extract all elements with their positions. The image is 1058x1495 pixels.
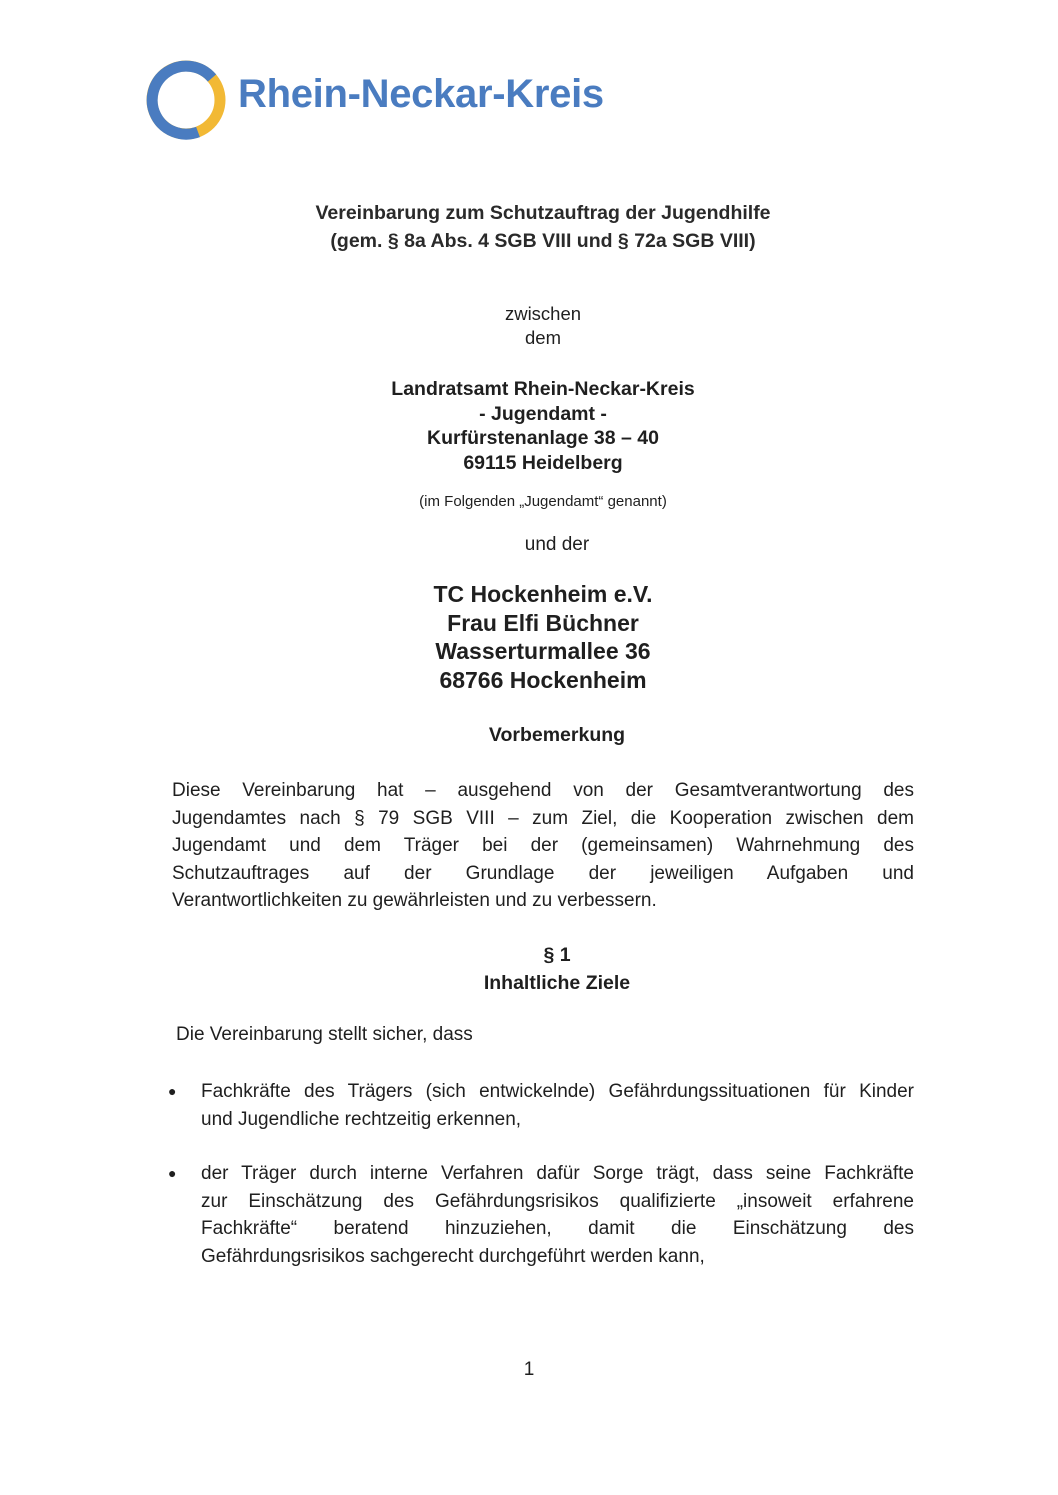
authority-line-4: 69115 Heidelberg [463,451,623,474]
list-item-line: der Träger durch interne Verfahren dafür Sorge trägt, dass seine Fachkräfte [201,1163,914,1184]
authority-line-1: Landratsamt Rhein-Neckar-Kreis [391,378,695,400]
provider-line-1: TC Hockenheim e.V. [433,581,653,607]
list-item [168,1078,914,1133]
list-item-text [201,1160,914,1270]
list-item-line: und Jugendliche rechtzeitig erkennen, [201,1108,522,1130]
list-item-line: Fachkräfte des Trägers (sich entwickelnde) Gefährdungssituationen für Kinder [201,1081,914,1102]
logo [142,52,662,146]
list-item-line: zur Einschätzung des Gefährdungsrisikos qualifizierte „insoweit erfahrene [201,1190,914,1212]
section-intro: Die Vereinbarung stellt sicher, dass [176,1024,473,1045]
rhein-neckar-kreis-ring-icon [142,54,234,146]
authority-line-2: - Jugendamt - [479,402,607,425]
section-1-header [28,941,1058,997]
and-the: und der [524,534,590,555]
provider-line-2: Frau Elfi Büchner [447,609,639,636]
list-item-line: Gefährdungsrisikos sachgerecht durchgeführt werden kann, [201,1245,705,1267]
authority-address [0,377,1058,475]
preamble-line: Schutzauftrages auf der Grundlage der jeweiligen Aufgaben und [172,862,914,884]
provider-line-3: Wasserturmallee 36 [435,638,651,664]
section-heading: Inhaltliche Ziele [483,972,631,994]
preamble-line: Jugendamt und dem Träger bei der (gemeinsamen) Wahrnehmung des [172,835,914,856]
preamble-line: Diese Vereinbarung hat – ausgehend von der Gesamtverantwortung des [172,780,914,801]
list-item-text [201,1078,914,1133]
preamble-paragraph [172,777,914,915]
between-line-2: dem [525,327,561,348]
provider-address [0,580,1058,694]
logo-text: Rhein-Neckar-Kreis [238,72,604,116]
list-item-line: Fachkräfte“ beratend hinzuziehen, damit die Einschätzung des [201,1218,914,1239]
page-number: 1 [523,1359,535,1380]
authority-line-3: Kurfürstenanlage 38 – 40 [427,427,659,449]
title-line-2: (gem. § 8a Abs. 4 SGB VIII und § 72a SGB VIII) [330,230,756,252]
section-number: § 1 [543,944,571,966]
between-line-1: zwischen [504,303,582,324]
bullet-icon: ● [168,1165,177,1181]
provider-line-4: 68766 Hockenheim [439,666,647,693]
preamble-heading: Vorbemerkung [488,724,626,746]
list-item [168,1160,914,1270]
authority-alias: (im Folgenden „Jugendamt“ genannt) [419,493,667,510]
title-line-1: Vereinbarung zum Schutzauftrag der Jugendhilfe [315,202,771,224]
document-title [0,199,1058,255]
between-block [0,302,1058,350]
bullet-icon: ● [168,1083,177,1099]
preamble-line: Jugendamtes nach § 79 SGB VIII – zum Ziel, die Kooperation zwischen dem [172,807,914,829]
preamble-line: Verantwortlichkeiten zu gewährleisten und zu verbessern. [172,890,657,911]
